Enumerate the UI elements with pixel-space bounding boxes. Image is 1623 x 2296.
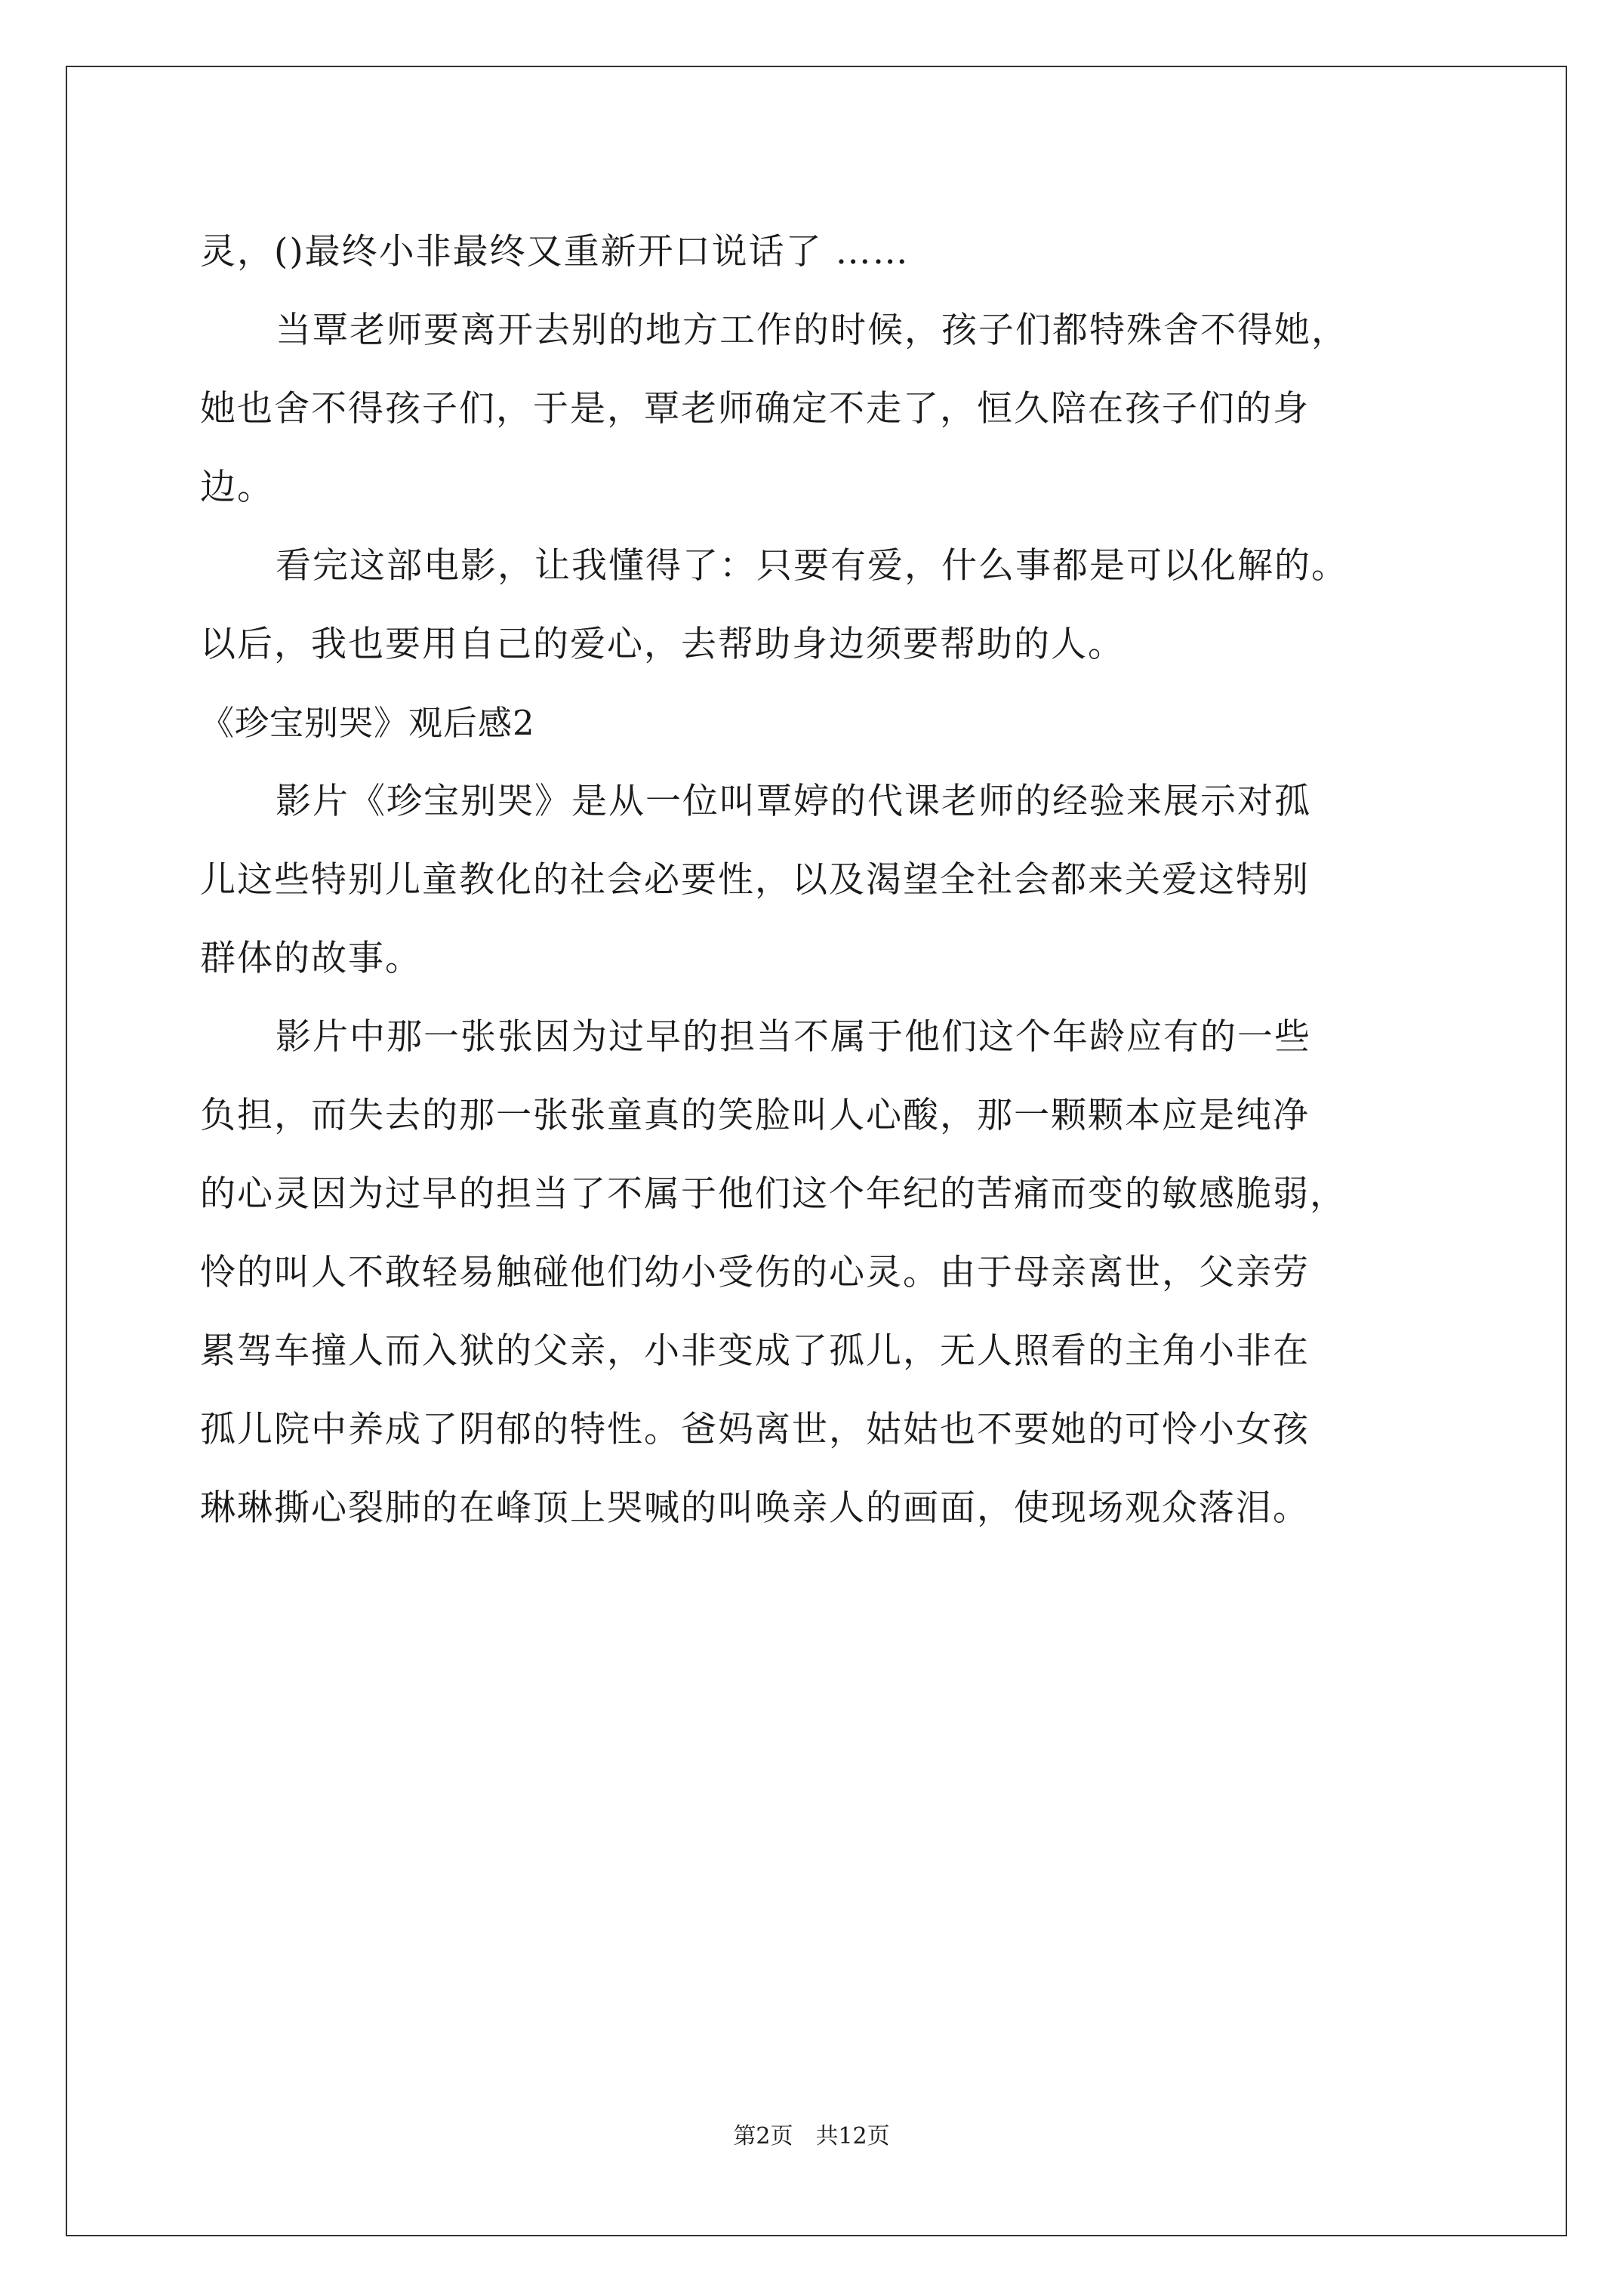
text-line: 灵，()最终小非最终又重新开口说话了 …… — [200, 231, 910, 273]
text-line: 的心灵因为过早的担当了不属于他们这个年纪的苦痛而变的敏感脆弱， — [200, 1173, 1347, 1215]
text-line: 儿这些特别儿童教化的社会必要性，以及渴望全社会都来关爱这特别 — [200, 859, 1310, 901]
section-heading: 《珍宝别哭》观后感2 — [200, 703, 535, 743]
text-line: 群体的故事。 — [200, 938, 422, 979]
text-line: 孤儿院中养成了阴郁的特性。爸妈离世，姑姑也不要她的可怜小女孩 — [200, 1409, 1310, 1450]
text-line: 琳琳撕心裂肺的在峰顶上哭喊的叫唤亲人的画面，使现场观众落泪。 — [200, 1487, 1310, 1529]
text-line: 她也舍不得孩子们，于是，覃老师确定不走了，恒久陪在孩子们的身 — [200, 388, 1310, 430]
text-line: 边。 — [200, 467, 274, 508]
document-body — [200, 213, 1438, 1548]
text-line: 负担，而失去的那一张张童真的笑脸叫人心酸，那一颗颗本应是纯净 — [200, 1095, 1310, 1136]
text-line: 以后，我也要用自己的爱心，去帮助身边须要帮助的人。 — [200, 624, 1125, 665]
text-line: 累驾车撞人而入狱的父亲，小非变成了孤儿，无人照看的主角小非在 — [200, 1330, 1310, 1372]
paragraph-start: 影片《珍宝别哭》是从一位叫覃婷的代课老师的经验来展示对孤 — [276, 781, 1311, 822]
page-number-footer: 第2页 共12页 — [733, 2123, 890, 2150]
paragraph-start: 看完这部电影，让我懂得了：只要有爱，什么事都是可以化解的。 — [276, 545, 1348, 587]
paragraph-start: 当覃老师要离开去别的地方工作的时候，孩子们都特殊舍不得她， — [276, 310, 1348, 351]
paragraph-start: 影片中那一张张因为过早的担当不属于他们这个年龄应有的一些 — [276, 1016, 1311, 1058]
text-line: 怜的叫人不敢轻易触碰他们幼小受伤的心灵。由于母亲离世，父亲劳 — [200, 1252, 1310, 1293]
